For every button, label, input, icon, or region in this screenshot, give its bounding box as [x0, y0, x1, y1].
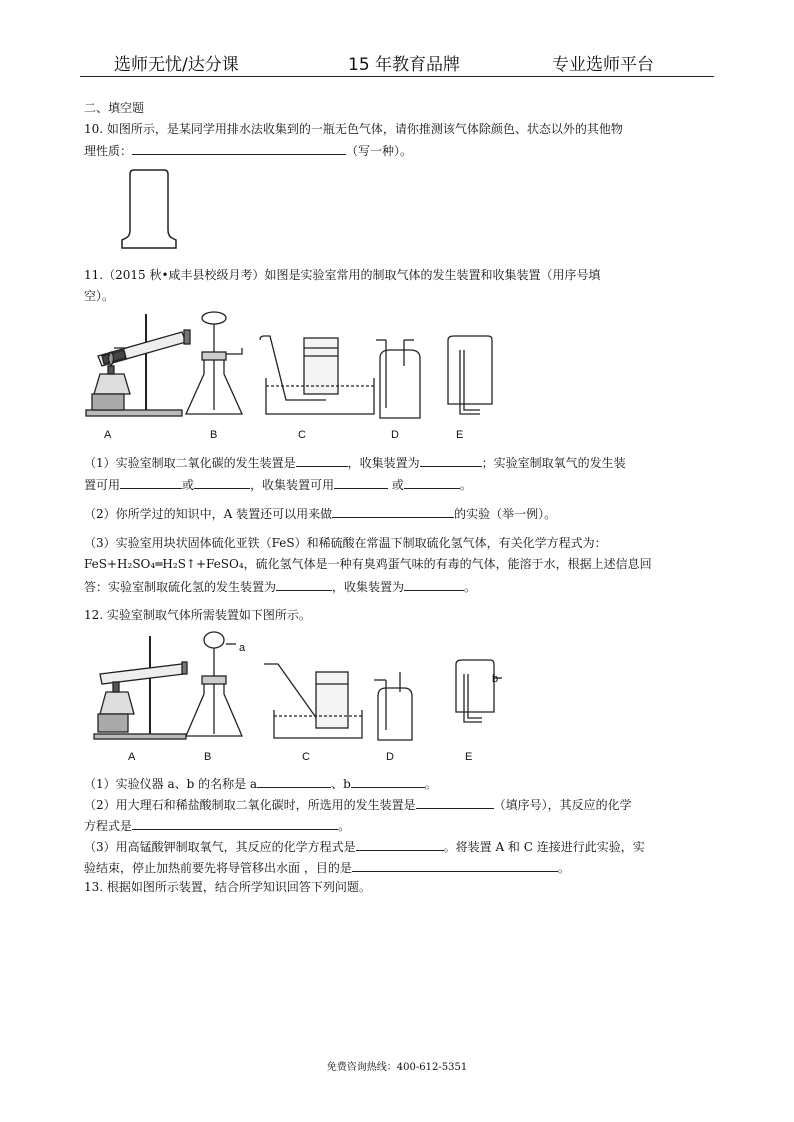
q11-label-d: D — [391, 429, 399, 441]
q11-blank-7[interactable] — [332, 505, 454, 518]
q12-p2-b: （填序号），其反应的化学 — [493, 798, 632, 812]
q13-line1: 13. 根据如图所示装置，结合所学知识回答下列问题。 — [84, 880, 371, 894]
q11-blank-3[interactable] — [120, 476, 182, 489]
q11-p3-b: ，收集装置为 — [332, 580, 405, 594]
q11-p3-line2: FeS+H₂SO₄═H₂S↑+FeSO₄，硫化氢气体是一种有臭鸡蛋气味的有毒的气体，能溶于水，根据上述信息回 — [84, 557, 652, 571]
q12-p3-d: 。 — [557, 861, 570, 875]
q11-p1-g: 或 — [391, 478, 404, 492]
q12-p1-a: （1）实验仪器 a、b 的名称是 a — [84, 777, 258, 791]
q11-label-e: E — [456, 429, 464, 441]
q11-blank-6[interactable] — [404, 476, 460, 489]
q11-blank-2[interactable] — [420, 454, 482, 467]
q12-apparatus-c — [264, 664, 362, 738]
header-left: 选师无忧/达分课 — [114, 55, 239, 75]
q12-blank-6[interactable] — [352, 859, 558, 872]
q12-apparatus-e — [456, 660, 502, 722]
q11-apparatus-d — [376, 340, 420, 418]
q11-apparatus-b — [186, 312, 242, 414]
q11-line1: 11.（2015 秋•咸丰县校级月考）如图是实验室常用的制取气体的发生装置和收集装置（用序号填 — [84, 268, 601, 282]
q11-p1-f: ，收集装置可用 — [250, 478, 335, 492]
q11-p1-e: 或 — [182, 478, 195, 492]
q12-p3-line2 — [84, 859, 570, 876]
header-right: 专业选师平台 — [552, 55, 654, 75]
q11-blank-4[interactable] — [194, 476, 250, 489]
q12-apparatus-d — [374, 672, 412, 740]
q11-p1-c: ；实验室制取氧气的发生装 — [481, 456, 626, 470]
q11-p2-b: 的实验（举一例）。 — [454, 507, 557, 521]
q10-blank[interactable] — [132, 142, 346, 155]
q11-p1-b: ，收集装置为 — [347, 456, 420, 470]
header-center: 15 年教育品牌 — [348, 55, 461, 75]
q10-suffix: （写一种）。 — [346, 144, 413, 158]
q11-blank-1[interactable] — [296, 454, 348, 467]
gas-bottle-figure — [120, 168, 180, 252]
q12-p3-line1 — [84, 838, 645, 855]
q12-blank-5[interactable] — [356, 838, 444, 851]
page-header — [80, 48, 714, 77]
q12-apparatus-figure — [92, 630, 512, 742]
q11-p3-a: 答：实验室制取硫化氢的发生装置为 — [84, 580, 277, 594]
q12-blank-2[interactable] — [351, 775, 425, 788]
q12-blank-4[interactable] — [132, 817, 338, 830]
q10-prefix: 理性质： — [84, 144, 133, 158]
q11-apparatus-e — [448, 336, 492, 414]
q11-label-b: B — [210, 429, 218, 441]
q12-label-c: C — [302, 751, 310, 763]
q12-p3-b: 。将装置 A 和 C 连接进行此实验，实 — [443, 840, 645, 854]
q11-p1-d: 置可用 — [84, 478, 121, 492]
q12-p3-c: 验结束，停止加热前要先将导管移出水面 ，目的是 — [84, 861, 352, 875]
footer-hotline: 免费咨询热线：400-612-5351 — [326, 1062, 468, 1073]
q11-blank-9[interactable] — [404, 578, 464, 591]
q11-apparatus-figure — [84, 310, 504, 428]
q11-p2 — [84, 505, 556, 522]
q12-label-d: D — [386, 751, 394, 763]
q12-tag-a: a — [239, 642, 246, 654]
section-title: 二、填空题 — [84, 101, 145, 115]
q12-label-a: A — [128, 751, 136, 763]
q11-blank-8[interactable] — [276, 578, 332, 591]
q11-p3-c: 。 — [464, 580, 477, 594]
q11-line2: 空）。 — [84, 289, 115, 303]
q12-p1-b: 、b — [331, 777, 351, 791]
q12-label-b: B — [204, 751, 212, 763]
q12-apparatus-b — [186, 632, 242, 736]
q11-p1-line2 — [84, 476, 472, 493]
q11-apparatus-c — [260, 336, 374, 414]
q11-p2-a: （2）你所学过的知识中，A 装置还可以用来做 — [84, 507, 333, 521]
q10-line2 — [84, 142, 412, 159]
q12-p2-d: 。 — [338, 819, 351, 833]
q11-p3-line1: （3）实验室用块状固体硫化亚铁（FeS）和稀硫酸在常温下制取硫化氢气体，有关化学方程式为： — [84, 536, 607, 550]
q12-p2-line1 — [84, 796, 632, 813]
q10-line1: 10. 如图所示，是某同学用排水法收集到的一瓶无色气体，请你推测该气体除颜色、状态以外的其他物 — [84, 122, 623, 136]
q12-p2-c: 方程式是 — [84, 819, 133, 833]
q12-tag-b: b — [492, 673, 499, 685]
q11-p1-a: （1）实验室制取二氧化碳的发生装置是 — [84, 456, 296, 470]
q12-p2-line2 — [84, 817, 350, 834]
q11-blank-5[interactable] — [334, 476, 388, 489]
q12-p1 — [84, 775, 437, 792]
q11-p1-h: 。 — [459, 478, 472, 492]
q12-line1: 12. 实验室制取气体所需装置如下图所示。 — [84, 608, 311, 622]
q11-label-a: A — [104, 429, 112, 441]
q12-apparatus-a — [94, 636, 187, 739]
q12-blank-3[interactable] — [416, 796, 494, 809]
q11-p1-line1 — [84, 454, 626, 471]
q11-label-c: C — [298, 429, 306, 441]
q12-blank-1[interactable] — [257, 775, 331, 788]
q11-apparatus-a — [86, 314, 190, 416]
q12-p1-c: 。 — [424, 777, 437, 791]
q12-p2-a: （2）用大理石和稀盐酸制取二氧化碳时，所选用的发生装置是 — [84, 798, 416, 812]
q11-p3-line3 — [84, 578, 476, 595]
q12-label-e: E — [465, 751, 473, 763]
q12-p3-a: （3）用高锰酸钾制取氧气，其反应的化学方程式是 — [84, 840, 356, 854]
